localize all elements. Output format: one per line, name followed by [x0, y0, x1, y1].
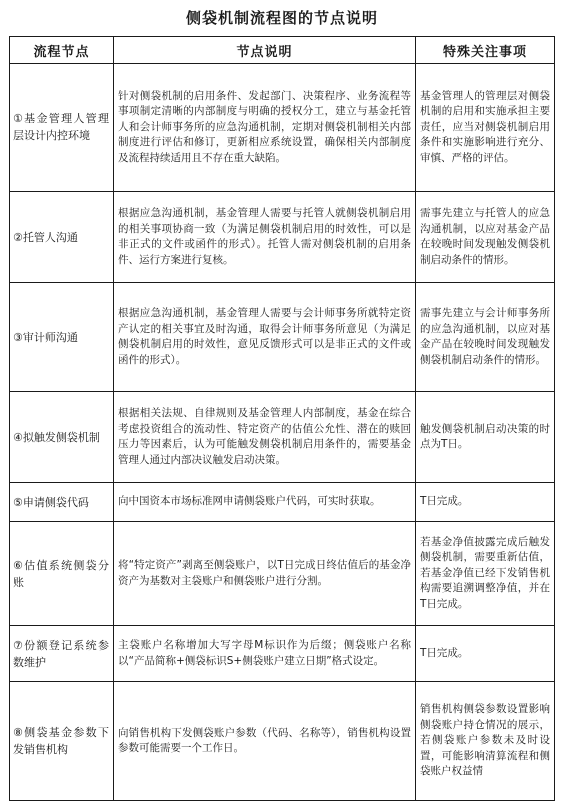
table-row — [10, 283, 555, 392]
row-node: ④拟触发侧袋机制 — [10, 391, 114, 482]
row-node: ③审计师沟通 — [10, 283, 114, 392]
row-description: 向销售机构下发侧袋账户参数（代码、名称等），销售机构设置参数可能需要一个工作日。 — [114, 682, 416, 801]
table-row — [10, 191, 555, 282]
row-description: 将“特定资产”剥离至侧袋账户，以T日完成日终估值后的基金净资产为基数对主袋账户和侧袋账户进行分割。 — [114, 521, 416, 626]
table-row — [10, 521, 555, 626]
row-note: 销售机构侧袋参数设置影响侧袋账户持仓情况的展示，若侧袋账户参数未及时设置，可能影响清算流程和侧袋账户权益情 — [416, 682, 555, 801]
header-node: 流程节点 — [10, 37, 114, 64]
table-row — [10, 682, 555, 801]
table-row — [10, 64, 555, 192]
header-notes: 特殊关注事项 — [416, 37, 555, 64]
row-node: ①基金管理人管理层设计内控环境 — [10, 64, 114, 192]
row-note: T日完成。 — [416, 626, 555, 682]
header-description: 节点说明 — [114, 37, 416, 64]
row-node: ⑥估值系统侧袋分账 — [10, 521, 114, 626]
table-row — [10, 391, 555, 482]
header-row — [10, 37, 555, 64]
table-row — [10, 483, 555, 522]
row-note: 需事先建立与会计师事务所的应急沟通机制，以应对基金产品在较晚时间发现触发侧袋机制启动条件的情形。 — [416, 283, 555, 392]
row-note: 若基金净值披露完成后触发侧袋机制，需要重新估值，若基金净值已经下发销售机构需要追溯调整净值，并在T日完成。 — [416, 521, 555, 626]
row-note: T日完成。 — [416, 483, 555, 522]
row-description: 向中国资本市场标准网申请侧袋账户代码，可实时获取。 — [114, 483, 416, 522]
row-note: 触发侧袋机制启动决策的时点为T日。 — [416, 391, 555, 482]
row-description: 针对侧袋机制的启用条件、发起部门、决策程序、业务流程等事项制定清晰的内部制度与明确的授权分工，建立与基金托管人和会计师事务所的应急沟通机制，定期对侧袋机制相关内部制度进行评估和修订，更新相应系统设置，确保相关内部制度及流程持续适用且不存在重大缺陷。 — [114, 64, 416, 192]
row-node: ⑧侧袋基金参数下发销售机构 — [10, 682, 114, 801]
row-note: 需事先建立与托管人的应急沟通机制，以应对基金产品在较晚时间发现触发侧袋机制启动条件的情形。 — [416, 191, 555, 282]
row-note: 基金管理人的管理层对侧袋机制的启用和实施承担主要责任，应当对侧袋机制启用条件和实施影响进行充分、审慎、严格的评估。 — [416, 64, 555, 192]
table-row — [10, 626, 555, 682]
row-description: 根据相关法规、自律规则及基金管理人内部制度，基金在综合考虑投资组合的流动性、特定资产的估值公允性、潜在的赎回压力等因素后，认为可能触发侧袋机制启用条件的，需要基金管理人通过内部决议触发启动决策。 — [114, 391, 416, 482]
row-node: ⑤申请侧袋代码 — [10, 483, 114, 522]
row-description: 主袋账户名称增加大写字母M标识作为后缀；侧袋账户名称以“产品简称+侧袋标识S+侧袋账户建立日期”格式设定。 — [114, 626, 416, 682]
row-node: ⑦份额登记系统参数维护 — [10, 626, 114, 682]
row-description: 根据应急沟通机制，基金管理人需要与会计师事务所就特定资产认定的相关事宜及时沟通，取得会计师事务所意见（为满足侧袋机制启用的时效性，意见反馈形式可以是非正式的文件或函件的形式）。 — [114, 283, 416, 392]
node-description-table — [9, 36, 555, 801]
table-title: 侧袋机制流程图的节点说明 — [185, 9, 378, 27]
row-description: 根据应急沟通机制，基金管理人需要与托管人就侧袋机制启用的相关事项协商一致（为满足侧袋机制启用的时效性，可以是非正式的文件或函件的形式）。托管人需对侧袋机制的启用条件、运行方案进行复核。 — [114, 191, 416, 282]
row-node: ②托管人沟通 — [10, 191, 114, 282]
